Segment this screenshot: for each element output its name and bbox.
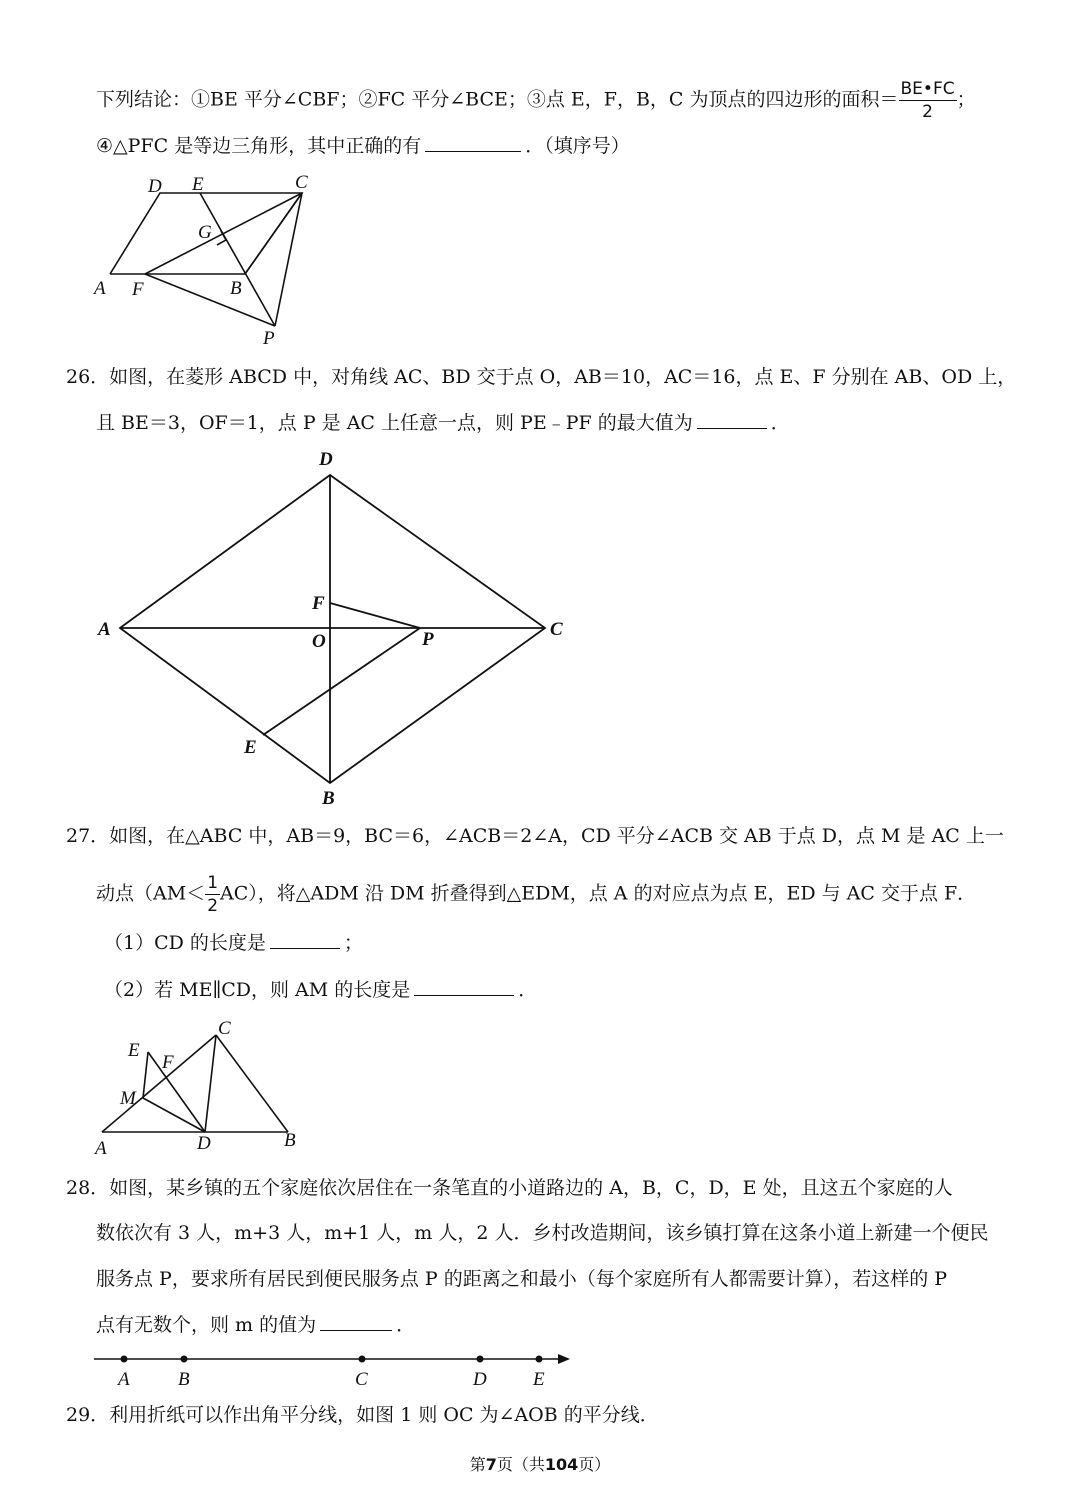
q26-label-E: E [244,737,257,758]
q25-label-E: E [192,174,204,195]
q28-line4-end: ． [396,1314,416,1336]
q28-line4 [96,1312,415,1338]
q25-label-F: F [132,279,144,300]
q28-line2 [96,1220,988,1246]
q28-number-line [90,1345,590,1395]
q25-label-D: D [148,176,162,197]
q28-point-E [536,1356,543,1363]
q27-sub1-end: ； [343,932,363,954]
page-footer [0,1452,1080,1475]
q27-sub1-text: （1）CD 的长度是 [104,932,266,954]
q25-line1-text: 下列结论：①BE 平分∠CBF；②FC 平分∠BCE；③点 E，F，B，C 为顶点的四边形的面积＝ [96,88,899,111]
q27-sub1-answer-blank[interactable] [270,930,340,949]
q27-label-M: M [120,1088,136,1109]
q26-line2-end: ． [770,412,790,434]
q26-label-D: D [319,449,333,470]
q28-line4-text: 点有无数个，则 m 的值为 [96,1314,317,1336]
q25-label-C: C [295,172,308,193]
q25-fraction [899,78,957,123]
q29-line1-text: 29．利用折纸可以作出角平分线，如图 1 则 OC 为∠AOB 的平分线． [66,1404,659,1426]
q27-label-B: B [284,1130,296,1151]
q26-label-P: P [422,629,434,650]
q27-sub2-end: ． [518,979,538,1001]
q25-line2 [96,133,630,159]
footer-post: 页） [578,1455,611,1474]
q29-line1 [66,1402,659,1428]
q27-label-F: F [162,1052,174,1073]
q25-label-P: P [263,328,275,348]
q25-label-G: G [198,222,212,243]
q28-point-D [477,1356,484,1363]
q25-frac-den: 2 [922,102,933,122]
q25-figure [90,168,430,348]
q26-figure [90,440,590,810]
q26-line1 [66,364,1016,390]
q28-point-C [359,1356,366,1363]
q26-label-O: O [312,631,326,652]
q26-label-C: C [550,619,563,640]
q27-label-C: C [218,1018,231,1039]
q25-line1 [96,78,976,123]
q27-figure [90,1012,330,1162]
q28-label-A: A [118,1369,130,1390]
q27-sub2 [104,977,537,1003]
q28-line3 [96,1266,947,1292]
q27-frac-den: 2 [207,896,219,916]
q27-line1-text: 27．如图，在△ABC 中，AB＝9，BC＝6，∠ACB＝2∠A，CD 平分∠ACB 交 AB 于点 D，点 M 是 AC 上一 [66,825,1004,847]
q28-label-E: E [533,1369,545,1390]
q27-fraction [205,872,220,917]
q25-label-B: B [230,278,242,299]
q27-sub2-answer-blank[interactable] [414,977,514,996]
q27-line2 [96,872,976,917]
footer-total-pages: 104 [544,1455,579,1474]
q28-point-B [181,1356,188,1363]
q28-line2-text: 数依次有 3 人，m+3 人，m+1 人，m 人，2 人．乡村改造期间，该乡镇打算在这条小道上新建一个便民 [96,1222,989,1244]
q27-line1 [66,823,1004,849]
q27-frac-num: 1 [207,873,219,893]
q26-line1-text: 26．如图，在菱形 ABCD 中，对角线 AC、BD 交于点 O，AB＝10，AC＝16，点 E、F 分别在 AB、OD 上， [66,366,1017,388]
q26-line2-text: 且 BE＝3，OF＝1，点 P 是 AC 上任意一点，则 PE﹣PF 的最大值为 [96,412,693,434]
q26-label-F: F [312,593,325,614]
q26-answer-blank[interactable] [697,410,767,429]
q25-frac-num: BE•FC [900,79,955,99]
q28-answer-blank[interactable] [320,1312,392,1331]
q27-sub1 [104,930,363,956]
q25-line2-end: ．（填序号） [525,135,630,157]
q28-label-C: C [355,1369,368,1390]
q28-line3-text: 服务点 P，要求所有居民到便民服务点 P 的距离之和最小（每个家庭所有人都需要计算），若这样的 P [96,1268,948,1290]
footer-pre: 第 [469,1455,486,1474]
q28-line1-text: 28．如图，某乡镇的五个家庭依次居住在一条笔直的小道路边的 A，B，C，D，E 处，且这五个家庭的人 [66,1177,953,1199]
q27-label-D: D [197,1133,211,1154]
q27-label-A: A [95,1138,107,1159]
q26-label-A: A [98,619,111,640]
q28-label-B: B [178,1369,190,1390]
q28-point-A [121,1356,128,1363]
q25-answer-blank[interactable] [425,133,521,152]
q28-label-D: D [473,1369,487,1390]
q25-line2-text: ④△PFC 是等边三角形，其中正确的有 [96,135,422,157]
q26-label-B: B [322,788,335,809]
q26-line2 [96,410,790,436]
q28-line1 [66,1175,953,1201]
q27-line2-text: 动点（AM＜ [96,882,206,905]
q25-line1-end: ； [956,88,976,111]
q27-line2-end: AC），将△ADM 沿 DM 折叠得到△EDM，点 A 的对应点为点 E，ED 与 AC 交于点 F． [220,882,977,905]
q27-label-E: E [128,1040,140,1061]
q25-label-A: A [94,278,106,299]
footer-page-number: 7 [485,1455,497,1474]
q27-sub2-text: （2）若 ME∥CD，则 AM 的长度是 [104,979,411,1001]
footer-mid: 页（共 [496,1455,545,1474]
